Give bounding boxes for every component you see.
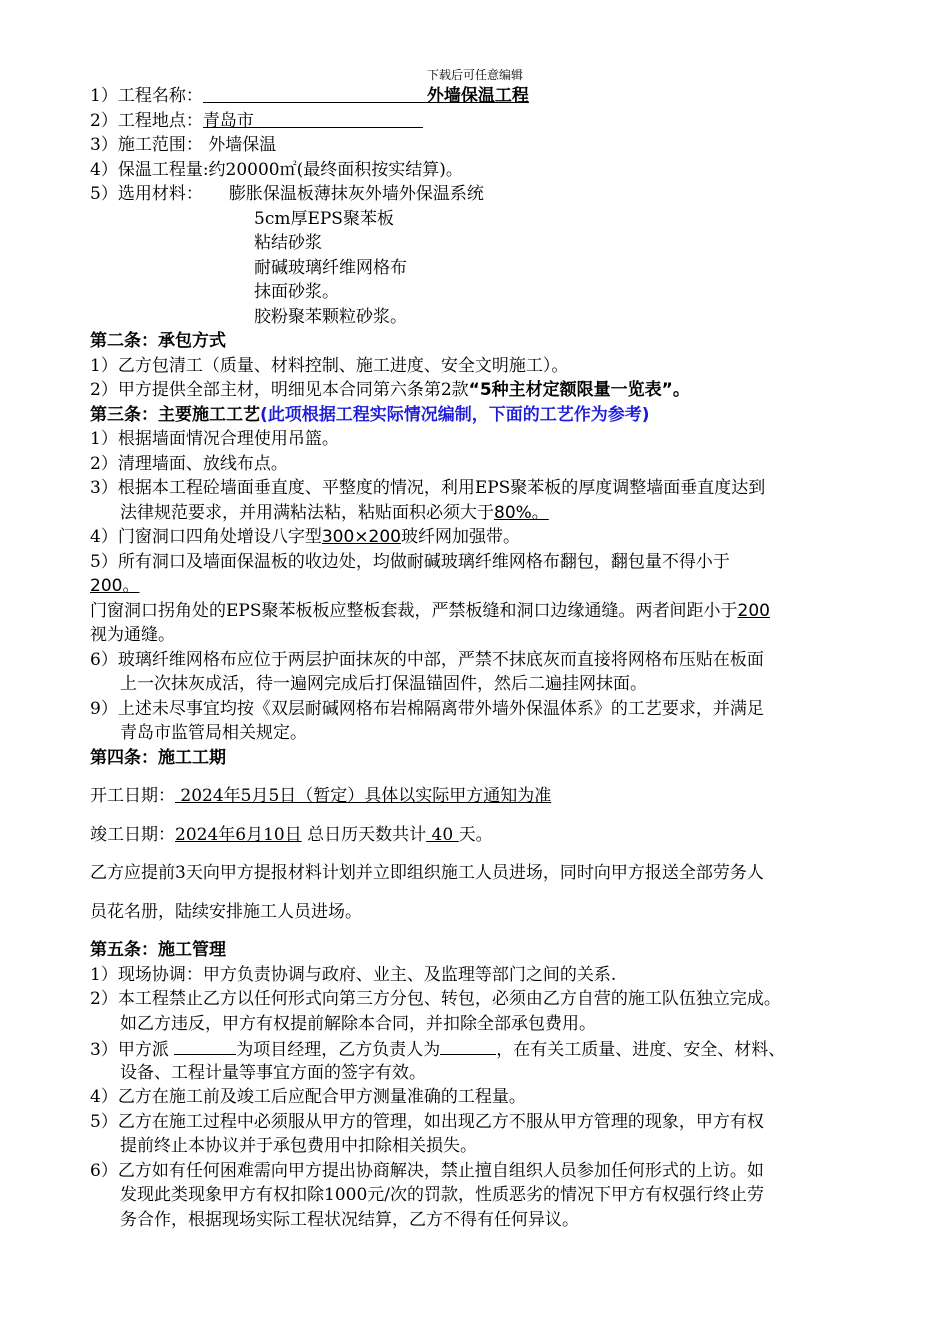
list-item: 1）现场协调：甲方负责协调与政府、业主、及监理等部门之间的关系. [90, 964, 617, 985]
list-item: 5）乙方在施工过程中必须服从甲方的管理，如出现乙方不服从甲方管理的现象，甲方有权 [90, 1111, 764, 1132]
list-item-continuation: 200。 [90, 576, 140, 596]
end-date-label: 竣工日期： [90, 824, 175, 845]
start-date-row [90, 784, 880, 809]
list-item: 1）乙方包清工（质量、材料控制、施工进度、安全文明施工）。 [90, 355, 569, 376]
list-item: 3）甲方派 为项目经理，乙方负责人为 ，在有关工质量、进度、安全、材料、 [90, 1036, 880, 1061]
section-5-title: 第五条：施工管理 [90, 940, 226, 960]
list-item: 4）门窗洞口四角处增设八字型300×200玻纤网加强带。 [90, 527, 520, 547]
contract-body [90, 84, 880, 1232]
start-date-label: 开工日期： [90, 786, 175, 806]
list-item-continuation: 青岛市监管局相关规定。 [120, 723, 307, 743]
list-item-continuation: 设备、工程计量等事宜方面的签字有效。 [120, 1062, 426, 1083]
list-item: 2）甲方提供全部主材，明细见本合同第六条第2款“5种主材定额限量一览表”。 [90, 380, 690, 400]
materials-row [90, 182, 880, 207]
project-name-row [90, 84, 880, 109]
section-2-title: 第二条：承包方式 [90, 331, 226, 351]
project-location-row [90, 109, 880, 134]
list-item: 3）根据本工程砼墙面垂直度、平整度的情况，利用EPS聚苯板的厚度调整墙面垂直度达到 [90, 478, 766, 498]
paragraph: 门窗洞口拐角处的EPS聚苯板板应整板套裁，严禁板缝和洞口边缘通缝。两者间距小于200 [90, 600, 770, 621]
material-item: 耐碱玻璃纤维网格布 [254, 257, 407, 278]
list-item: 9）上述未尽事宜均按《双层耐碱网格布岩棉隔离带外墙外保温体系》的工艺要求，并满足 [90, 698, 764, 719]
material-item: 抹面砂浆。 [254, 282, 339, 302]
list-item: 2）清理墙面、放线布点。 [90, 453, 288, 474]
section-3-title-row [90, 403, 880, 428]
list-item-continuation: 提前终止本协议并于承包费用中扣除相关损失。 [120, 1136, 477, 1156]
manager-blank [174, 1036, 236, 1055]
list-item-continuation: 务合作，根据现场实际工程状况结算，乙方不得有任何异议。 [120, 1209, 579, 1230]
list-item-continuation: 发现此类现象甲方有权扣除1000元/次的罚款，性质恶劣的情况下甲方有权强行终止劳 [120, 1185, 764, 1205]
list-item: 5）所有洞口及墙面保温板的收边处，均做耐碱玻璃纤维网格布翻包，翻包量不得小于 [90, 551, 730, 572]
list-item: 6）乙方如有任何困难需向甲方提出协商解决，禁止擅自组织人员参加任何形式的上访。如 [90, 1160, 764, 1181]
material-item: 胶粉聚苯颗粒砂浆。 [254, 306, 407, 327]
end-date-row: 竣工日期：2024年6月10日 总日历天数共计 40 天。 [90, 824, 493, 845]
scope-row: 3）施工范围： 外墙保温 [90, 135, 277, 155]
material-item: 膨胀保温板薄抹灰外墙外保温系统 [228, 184, 484, 204]
list-item: 1）根据墙面情况合理使用吊篮。 [90, 429, 339, 449]
list-item: 2）本工程禁止乙方以任何形式向第三方分包、转包，必须由乙方自营的施工队伍独立完成。 [90, 989, 781, 1009]
section-4-title: 第四条：施工工期 [90, 747, 226, 768]
list-item: 4）乙方在施工前及竣工后应配合甲方测量准确的工程量。 [90, 1087, 526, 1107]
material-item: 5cm厚EPS聚苯板 [254, 208, 394, 229]
project-name-label: 1）工程名称： [90, 86, 203, 106]
section-3-title: 第三条：主要施工工艺 [90, 404, 260, 425]
page-header: 下载后可任意编辑 [426, 68, 523, 82]
start-date-value: 2024年5月5日（暂定）具体以实际甲方通知为准 [175, 786, 552, 806]
material-item: 粘结砂浆 [254, 233, 322, 253]
project-location-value: 青岛市 [203, 109, 423, 128]
materials-label: 5）选用材料： [90, 184, 203, 204]
section-3-note: (此项根据工程实际情况编制，下面的工艺作为参考) [260, 404, 650, 425]
leader-blank [440, 1036, 496, 1055]
end-date-value: 2024年6月10日 [175, 824, 302, 845]
paragraph: 乙方应提前3天向甲方提报材料计划并立即组织施工人员进场，同时向甲方报送全部劳务人 [90, 863, 764, 883]
list-item-continuation: 上一次抹灰成活，待一遍网完成后打保温锚固件，然后二遍挂网抹面。 [120, 674, 647, 694]
total-days-value: 40 [426, 824, 459, 845]
list-item-continuation: 法律规范要求，并用满粘法粘，粘贴面积必须大于80%。 [120, 502, 549, 523]
paragraph-continuation: 员花名册，陆续安排施工人员进场。 [90, 901, 362, 922]
project-name-value: 外墙保温工程 [203, 84, 529, 103]
list-item: 6）玻璃纤维网格布应位于两层护面抹灰的中部，严禁不抹底灰而直接将网格布压贴在板面 [90, 649, 764, 670]
paragraph-continuation: 视为通缝。 [90, 625, 175, 645]
list-item-continuation: 如乙方违反，甲方有权提前解除本合同，并扣除全部承包费用。 [120, 1013, 596, 1034]
project-location-label: 2）工程地点： [90, 110, 203, 131]
quantity-row: 4）保温工程量:约20000㎡(最终面积按实结算)。 [90, 159, 463, 180]
